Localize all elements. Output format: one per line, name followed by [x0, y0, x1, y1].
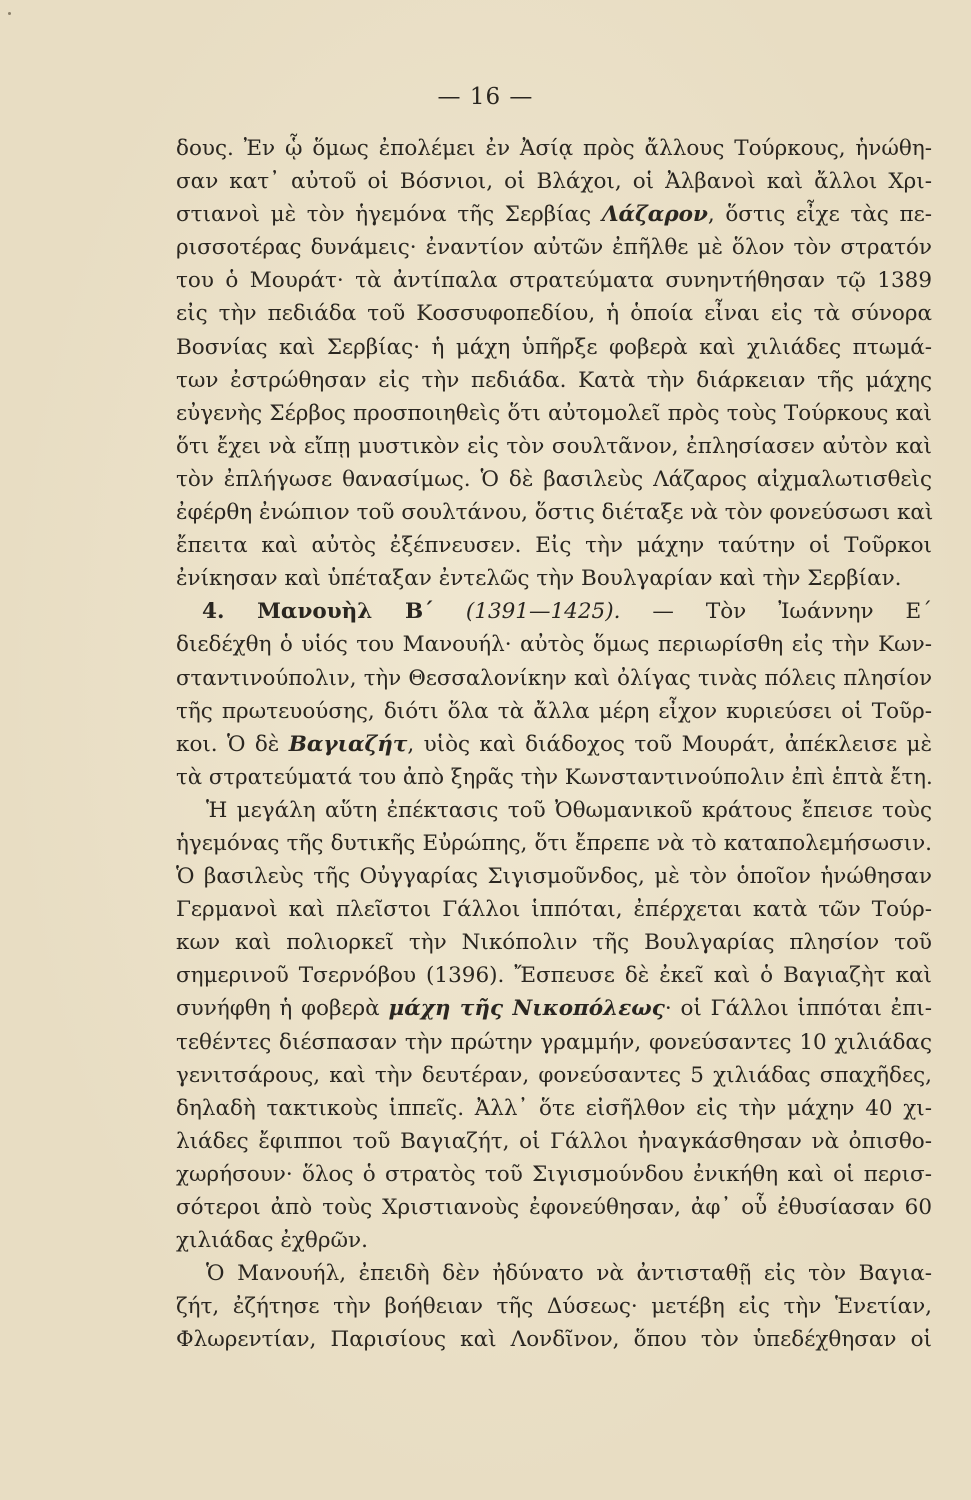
text-line: ἐνίκησαν καὶ ὑπέταξαν ἐντελῶς τὴν Βουλγαρίαν καὶ τὴν Σερβίαν. — [176, 566, 902, 592]
speck-mark — [8, 12, 11, 15]
text-line: σαν κατ᾽ αὐτοῦ οἱ Βόσνιοι, οἱ Βλάχοι, οἱ Ἀλβανοὶ καὶ ἄλλοι Χρι- — [176, 169, 932, 195]
text-line: εἰς τὴν πεδιάδα τοῦ Κοσσυφοπεδίου, ἡ ὁποία εἶναι εἰς τὰ σύνορα — [176, 301, 932, 327]
section-title: Μανουὴλ Β΄ — [257, 599, 434, 625]
text-line: δους. Ἐν ᾧ ὅμως ἐπολέμει ἐν Ἀσίᾳ πρὸς ἄλλους Τούρκους, ἡνώθη- — [176, 136, 932, 161]
text-line: τὸν ἐπλήγωσε θανασίμως. Ὁ δὲ βασιλεὺς Λάζαρος αἰχμαλωτισθεὶς — [176, 466, 932, 492]
text-run: συνήφθη ἡ φοβερὰ — [176, 996, 389, 1022]
text-line: Γερμανοὶ καὶ πλεῖστοι Γάλλοι ἱππόται, ἐπέρχεται κατὰ τῶν Τούρ- — [176, 897, 932, 923]
page-number: — 16 — — [437, 84, 534, 110]
text-line: ἔπειτα καὶ αὐτὸς ἐξέπνευσεν. Εἰς τὴν μάχην ταύτην οἱ Τοῦρκοι — [176, 533, 932, 559]
section-heading-line — [176, 595, 932, 628]
body-text — [176, 132, 932, 1356]
text-run: · οἱ Γάλλοι ἱππόται ἐπι- — [664, 996, 933, 1022]
text-line: ρισσοτέρας δυνάμεις· ἐναντίον αὐτῶν ἐπῆλθε μὲ ὅλον τὸν στρατόν — [176, 235, 932, 261]
text-line: των ἐστρώθησαν εἰς τὴν πεδιάδα. Κατὰ τὴν διάρκειαν τῆς μάχης — [176, 367, 932, 393]
text-line: χωρήσουν· ὅλος ὁ στρατὸς τοῦ Σιγισμούνδου ἐνικήθη καὶ οἱ περισ- — [176, 1161, 932, 1187]
text-line — [176, 728, 932, 761]
text-line: του ὁ Μουράτ· τὰ ἀντίπαλα στρατεύματα συνηντήθησαν τῷ 1389 — [176, 268, 932, 294]
text-line: Ὁ βασιλεὺς τῆς Οὐγγαρίας Σιγισμοῦνδος, μὲ τὸν ὁποῖον ἡνώθησαν — [176, 864, 932, 890]
text-line: τεθέντες διέσπασαν τὴν πρώτην γραμμήν, φονεύσαντες 10 χιλιάδας — [176, 1029, 932, 1055]
text-line: γενιτσάρους, καὶ τὴν δευτέραν, φονεύσαντες 5 χιλιάδας σπαχῆδες, — [176, 1062, 932, 1088]
text-line: ἐφέρθη ἐνώπιον τοῦ σουλτάνου, ὅστις διέταξε νὰ τὸν φονεύσωσι καὶ — [176, 500, 934, 526]
text-line: Ἡ μεγάλη αὕτη ἐπέκτασις τοῦ Ὀθωμανικοῦ κράτους ἔπεισε τοὺς — [206, 797, 932, 823]
text-line: δηλαδὴ τακτικοὺς ἱππεῖς. Ἀλλ᾽ ὅτε εἰσῆλθον εἰς τὴν μάχην 40 χι- — [176, 1095, 932, 1121]
text-line: ὅτι ἔχει νὰ εἴπῃ μυστικὸν εἰς τὸν σουλτᾶνον, ἐπλησίασεν αὐτὸν καὶ — [176, 433, 932, 459]
emphasis-lazaros: Λάζαρον — [601, 202, 708, 228]
text-run: , ὅστις εἶχε τὰς πε- — [707, 202, 932, 228]
text-line: Βοσνίας καὶ Σερβίας· ἡ μάχη ὑπῆρξε φοβερὰ καὶ χιλιάδες πτωμά- — [176, 334, 932, 360]
text-line: λιάδες ἔφιπποι τοῦ Βαγιαζήτ, οἱ Γάλλοι ἠναγκάσθησαν νὰ ὀπισθο- — [176, 1128, 932, 1154]
text-line: Φλωρεντίαν, Παρισίους καὶ Λονδῖνον, ὅπου τὸν ὑπεδέχθησαν οἱ — [176, 1327, 932, 1353]
text-run: στιανοὶ μὲ τὸν ἡγεμόνα τῆς Σερβίας — [176, 202, 602, 228]
section-number: 4. — [202, 599, 258, 625]
text-line: εὐγενὴς Σέρβος προσποιηθεὶς ὅτι αὐτομολεῖ πρὸς τοὺς Τούρκους καὶ — [176, 400, 932, 426]
text-line: σότεροι ἀπὸ τοὺς Χριστιανοὺς ἐφονεύθησαν, ἀφ᾽ οὗ ἐθυσίασαν 60 — [176, 1195, 932, 1220]
text-line: τὰ στρατεύματά του ἀπὸ ξηρᾶς τὴν Κωνσταντινούπολιν ἐπὶ ἑπτὰ ἔτη. — [176, 764, 933, 790]
text-line: σταντινούπολιν, τὴν Θεσσαλονίκην καὶ ὀλίγας τινὰς πόλεις πλησίον — [176, 665, 932, 691]
text-line: τῆς πρωτευούσης, διότι ὅλα τὰ ἄλλα μέρη εἶχον κυριεύσει οἱ Τοῦρ- — [176, 698, 932, 724]
text-line: Ὁ Μανουήλ, ἐπειδὴ δὲν ἠδύνατο νὰ ἀντισταθῇ εἰς τὸν Βαγια- — [206, 1261, 932, 1287]
text-line: ἡγεμόνας τῆς δυτικῆς Εὐρώπης, ὅτι ἔπρεπε νὰ τὸ καταπολεμήσωσιν. — [176, 830, 932, 856]
emphasis-bayezid: Βαγιαζήτ — [288, 731, 408, 757]
text-line — [176, 198, 932, 231]
text-run: — Τὸν Ἰωάννην Ε΄ — [620, 599, 932, 625]
text-line: κων καὶ πολιορκεῖ τὴν Νικόπολιν τῆς Βουλγαρίας πλησίον τοῦ — [176, 930, 932, 956]
text-line: ζήτ, ἐζήτησε τὴν βοήθειαν τῆς Δύσεως· μετέβη εἰς τὴν Ἑνετίαν, — [176, 1294, 932, 1320]
text-line: σημερινοῦ Τσερνόβου (1396). Ἔσπευσε δὲ ἐκεῖ καὶ ὁ Βαγιαζὴτ καὶ — [176, 963, 932, 989]
text-line: χιλιάδας ἐχθρῶν. — [176, 1228, 368, 1254]
text-line: διεδέχθη ὁ υἱός του Μανουήλ· αὐτὸς ὅμως περιωρίσθη εἰς τὴν Κων- — [176, 632, 932, 658]
text-line — [176, 992, 932, 1025]
text-run: κοι. Ὁ δὲ — [176, 731, 289, 757]
text-run: , υἱὸς καὶ διάδοχος τοῦ Μουράτ, ἀπέκλεισε μὲ — [407, 731, 932, 757]
section-dates: (1391—1425). — [433, 599, 621, 625]
emphasis-battle-nicopolis: μάχη τῆς Νικοπόλεως — [388, 996, 665, 1022]
